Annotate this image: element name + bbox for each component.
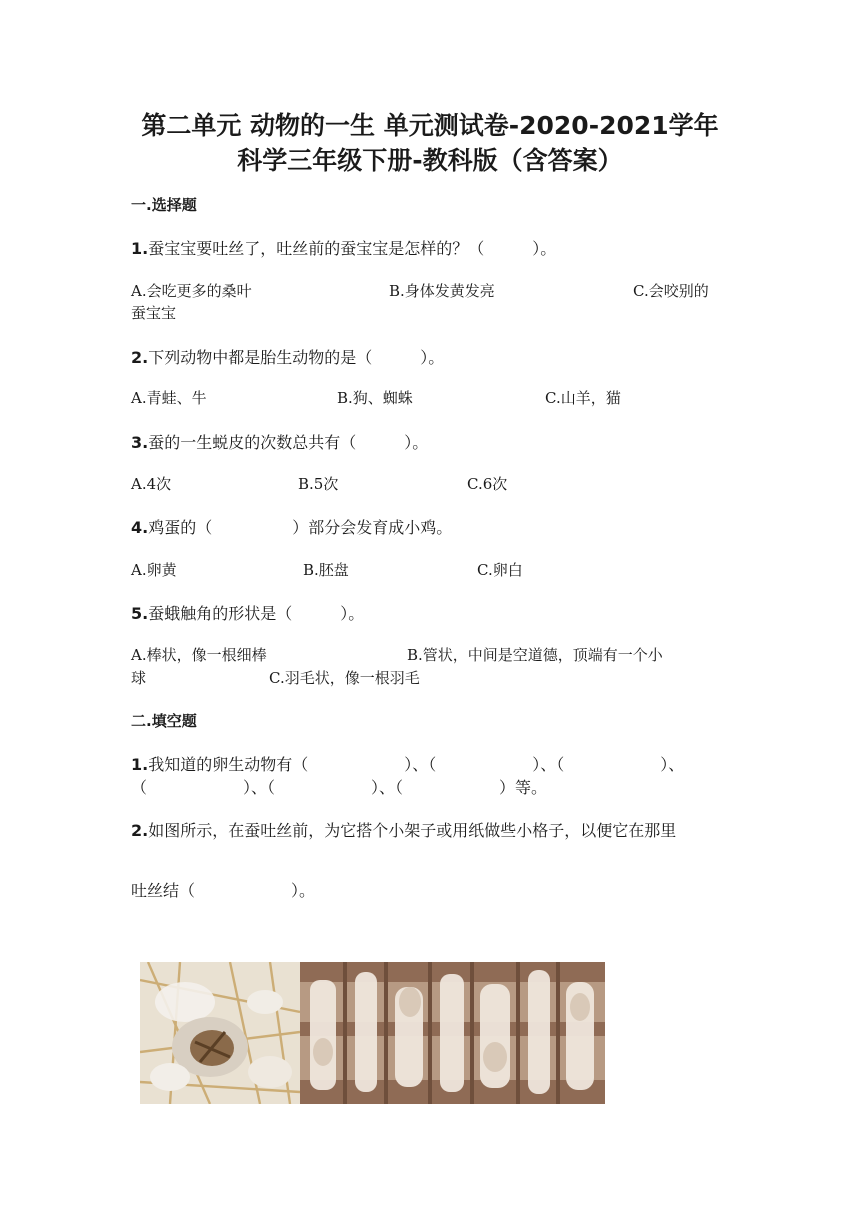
question-4: [131, 515, 452, 538]
option-b-continued: 球: [131, 669, 147, 687]
option-a: A.会吃更多的桑叶: [131, 282, 252, 300]
question-text: 蚕的一生蜕皮的次数总共有（ ）。: [148, 433, 429, 452]
question-text: 鸡蛋的（ ）部分会发育成小鸡。: [148, 518, 453, 537]
option-c: C.卵白: [477, 561, 523, 579]
question-number: 1.: [131, 239, 149, 258]
option-b: B.胚盘: [303, 561, 349, 579]
option-c: C.羽毛状，像一根羽毛: [269, 669, 420, 687]
option-a: A.青蛙、牛: [131, 389, 207, 407]
option-c: C.会咬别的: [633, 282, 709, 300]
section-heading-fill-blank: 二.填空题: [131, 712, 197, 730]
option-a: A.卵黄: [131, 561, 177, 579]
option-c-continued: 蚕宝宝: [131, 304, 177, 322]
document-title-line1: 第二单元 动物的一生 单元测试卷-2020-2021学年: [141, 111, 719, 140]
question-number: 2.: [131, 821, 149, 840]
question-text: 下列动物中都是胎生动物的是（ ）。: [148, 348, 445, 367]
question-number: 3.: [131, 433, 149, 452]
question-number: 5.: [131, 604, 149, 623]
section-heading-choice: 一.选择题: [131, 196, 197, 214]
document-title-line2: 科学三年级下册-教科版（含答案）: [237, 146, 623, 175]
option-b: B.管状，中间是空道德，顶端有一个小: [407, 646, 663, 664]
option-c: C.6次: [467, 475, 508, 493]
option-b: B.5次: [298, 475, 339, 493]
question-text: 我知道的卵生动物有（ ）、（ ）、（ ）、: [148, 755, 685, 774]
option-b: B.身体发黄发亮: [389, 282, 495, 300]
question-number: 4.: [131, 518, 149, 537]
question-3: [131, 430, 428, 453]
fill-question-1: [131, 752, 684, 775]
option-c: C.山羊，猫: [545, 389, 621, 407]
fill-question-2: [131, 818, 676, 841]
option-b: B.狗、蜘蛛: [337, 389, 413, 407]
question-number: 2.: [131, 348, 149, 367]
question-number: 1.: [131, 755, 149, 774]
option-a: A.棒状，像一根细棒: [131, 646, 267, 664]
silkworm-photo-left: [140, 962, 300, 1104]
option-a: A.4次: [131, 475, 172, 493]
fill-question-2-continued: 吐丝结（ ）。: [131, 881, 316, 900]
question-text: 如图所示，在蚕吐丝前，为它搭个小架子或用纸做些小格子，以便它在那里: [148, 821, 677, 840]
fill-question-1-continued: （ ）、（ ）、（ ）等。: [131, 778, 548, 797]
question-2: [131, 345, 444, 368]
question-1: [131, 236, 556, 259]
question-5: [131, 601, 364, 624]
question-text: 蚕蛾触角的形状是（ ）。: [148, 604, 365, 623]
question-text: 蚕宝宝要吐丝了，吐丝前的蚕宝宝是怎样的？（ ）。: [148, 239, 557, 258]
cocoon-frame-photo-right: [300, 962, 605, 1104]
